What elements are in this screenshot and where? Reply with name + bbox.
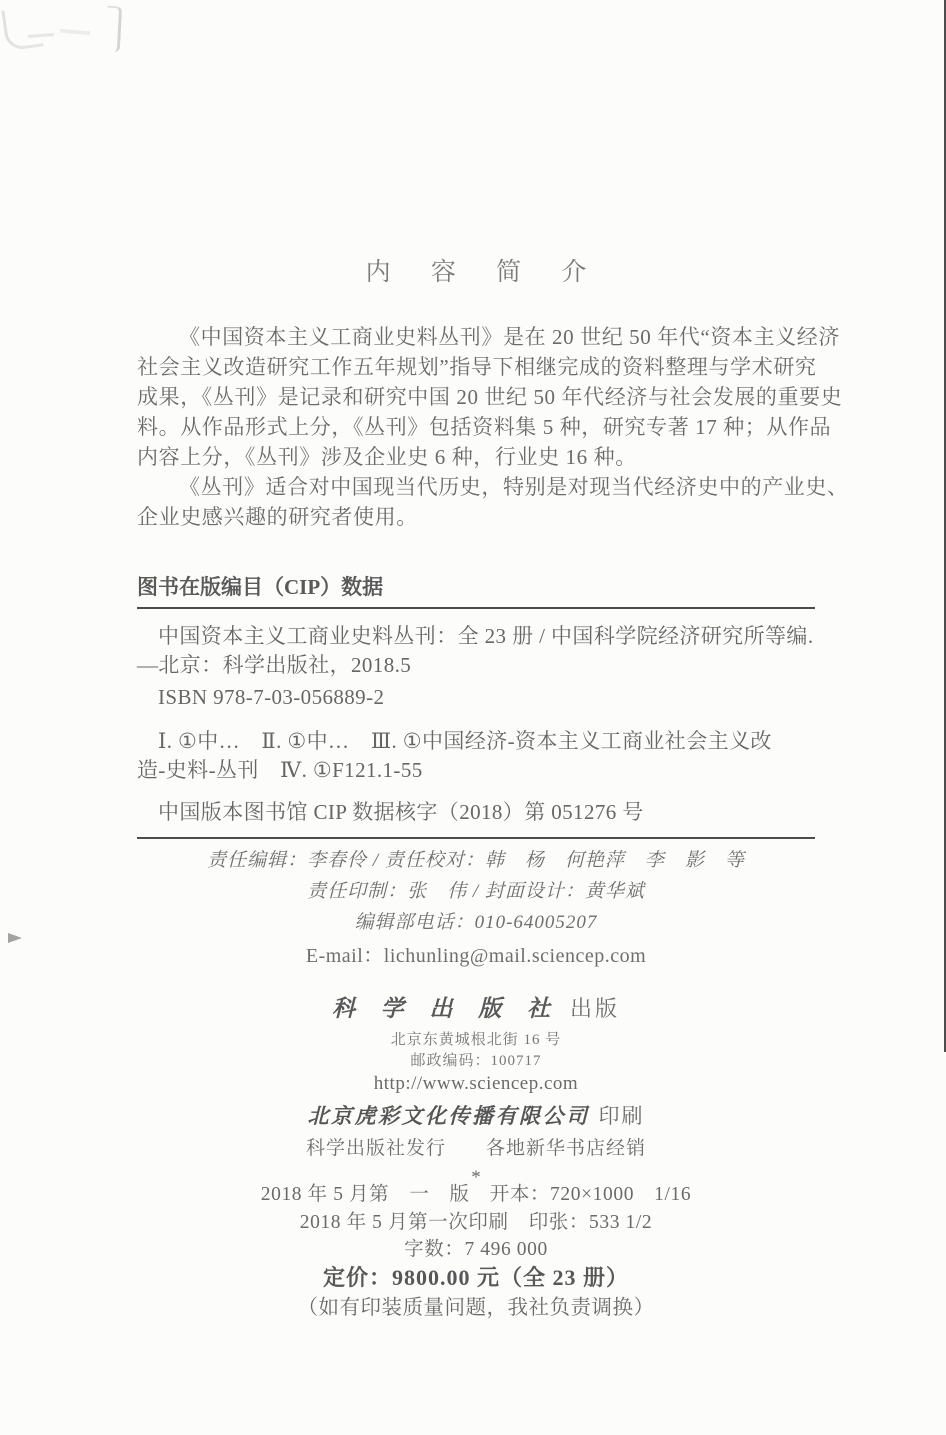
publisher-name-line: [137, 994, 815, 1027]
impression-line: 2018 年 5 月第一次印刷 印张：533 1/2: [299, 1212, 653, 1233]
publisher-name: 科 学 出 版 社: [331, 996, 560, 1021]
publisher-website-url: http://www.sciencep.com: [373, 1073, 579, 1094]
intro-line: 料。从作品形式上分，《丛刊》包括资料集 5 种，研究专著 17 种；从作品: [137, 415, 832, 439]
edition-line: 2018 年 5 月第 一 版 开本：720×1000 1/16: [260, 1184, 692, 1205]
title-section: [137, 252, 815, 288]
publisher-postcode: 邮政编码：100717: [410, 1053, 542, 1069]
scan-left-tick-mark: [8, 933, 22, 943]
cip-isbn-line: ISBN 978-7-03-056889-2: [158, 685, 385, 709]
staff-credits-section: [137, 845, 815, 972]
intro-line: 《丛刊》适合对中国现当代历史，特别是对现当代经济史中的产业史、: [179, 475, 849, 499]
printer-name: 北京虎彩文化传播有限公司: [307, 1104, 590, 1128]
print-design-credit-line: 责任印制：张 伟 / 封面设计：黄华斌: [307, 881, 645, 902]
scan-bracket-mark: [105, 6, 122, 53]
price-line: 定价：9800.00 元（全 23 册）: [322, 1265, 629, 1290]
intro-line: 企业史感兴趣的研究者使用。: [137, 505, 418, 529]
intro-line: 内容上分，《丛刊》涉及企业史 6 种，行业史 16 种。: [137, 445, 637, 469]
cip-registration-line: 中国版本图书馆 CIP 数据核字（2018）第 051276 号: [158, 800, 644, 824]
cip-bottom-rule: [137, 837, 815, 839]
distribution-line: 科学出版社发行 各地新华书店经销: [305, 1138, 646, 1159]
cip-classification-line: 造-史料-丛刊 Ⅳ. ①F121.1-55: [137, 758, 423, 782]
intro-line: 社会主义改造研究工作五年规划”指导下相继完成的资料整理与学术研究: [137, 355, 817, 379]
publisher-address: 北京东黄城根北街 16 号: [390, 1032, 562, 1048]
intro-line: 《中国资本主义工商业史料丛刊》是在 20 世纪 50 年代“资本主义经济: [179, 325, 840, 349]
cip-header: 图书在版编目（CIP）数据: [137, 575, 384, 599]
asterisk-divider: *: [471, 1167, 481, 1188]
scan-smudge-dash: [28, 33, 54, 38]
cip-data-section: [137, 574, 815, 839]
publisher-section: [137, 994, 815, 1192]
scan-smudge-dash: [60, 29, 90, 36]
editorial-phone-line: 编辑部电话：010-64005207: [354, 912, 598, 933]
cip-top-rule: [137, 607, 815, 609]
content-introduction: [137, 322, 849, 532]
cip-line: 中国资本主义工商业史料丛刊：全 23 册 / 中国科学院经济研究所等编.: [158, 624, 814, 648]
editorial-email-line: E-mail：lichunling@mail.sciencep.com: [305, 945, 647, 967]
printer-role-label: 印刷: [598, 1104, 645, 1128]
intro-line: 成果，《丛刊》是记录和研究中国 20 世纪 50 年代经济与社会发展的重要史: [137, 385, 843, 409]
page-title: 内 容 简 介: [365, 259, 604, 286]
print-run-section: [137, 1181, 815, 1323]
quality-notice-line: （如有印装质量问题，我社负责调换）: [297, 1297, 655, 1319]
wordcount-line: 字数：7 496 000: [404, 1239, 548, 1260]
editor-credit-line: 责任编辑：李春伶 / 责任校对：韩 杨 何艳萍 李 影 等: [207, 850, 745, 871]
cip-classification-line: Ⅰ. ①中… Ⅱ. ①中… Ⅲ. ①中国经济-资本主义工商业社会主义改: [158, 729, 772, 753]
cip-line: —北京：科学出版社，2018.5: [137, 653, 412, 677]
printer-line: [137, 1101, 815, 1134]
publisher-role-label: 出版: [569, 996, 620, 1021]
scan-smudge-mark: [1, 6, 43, 52]
